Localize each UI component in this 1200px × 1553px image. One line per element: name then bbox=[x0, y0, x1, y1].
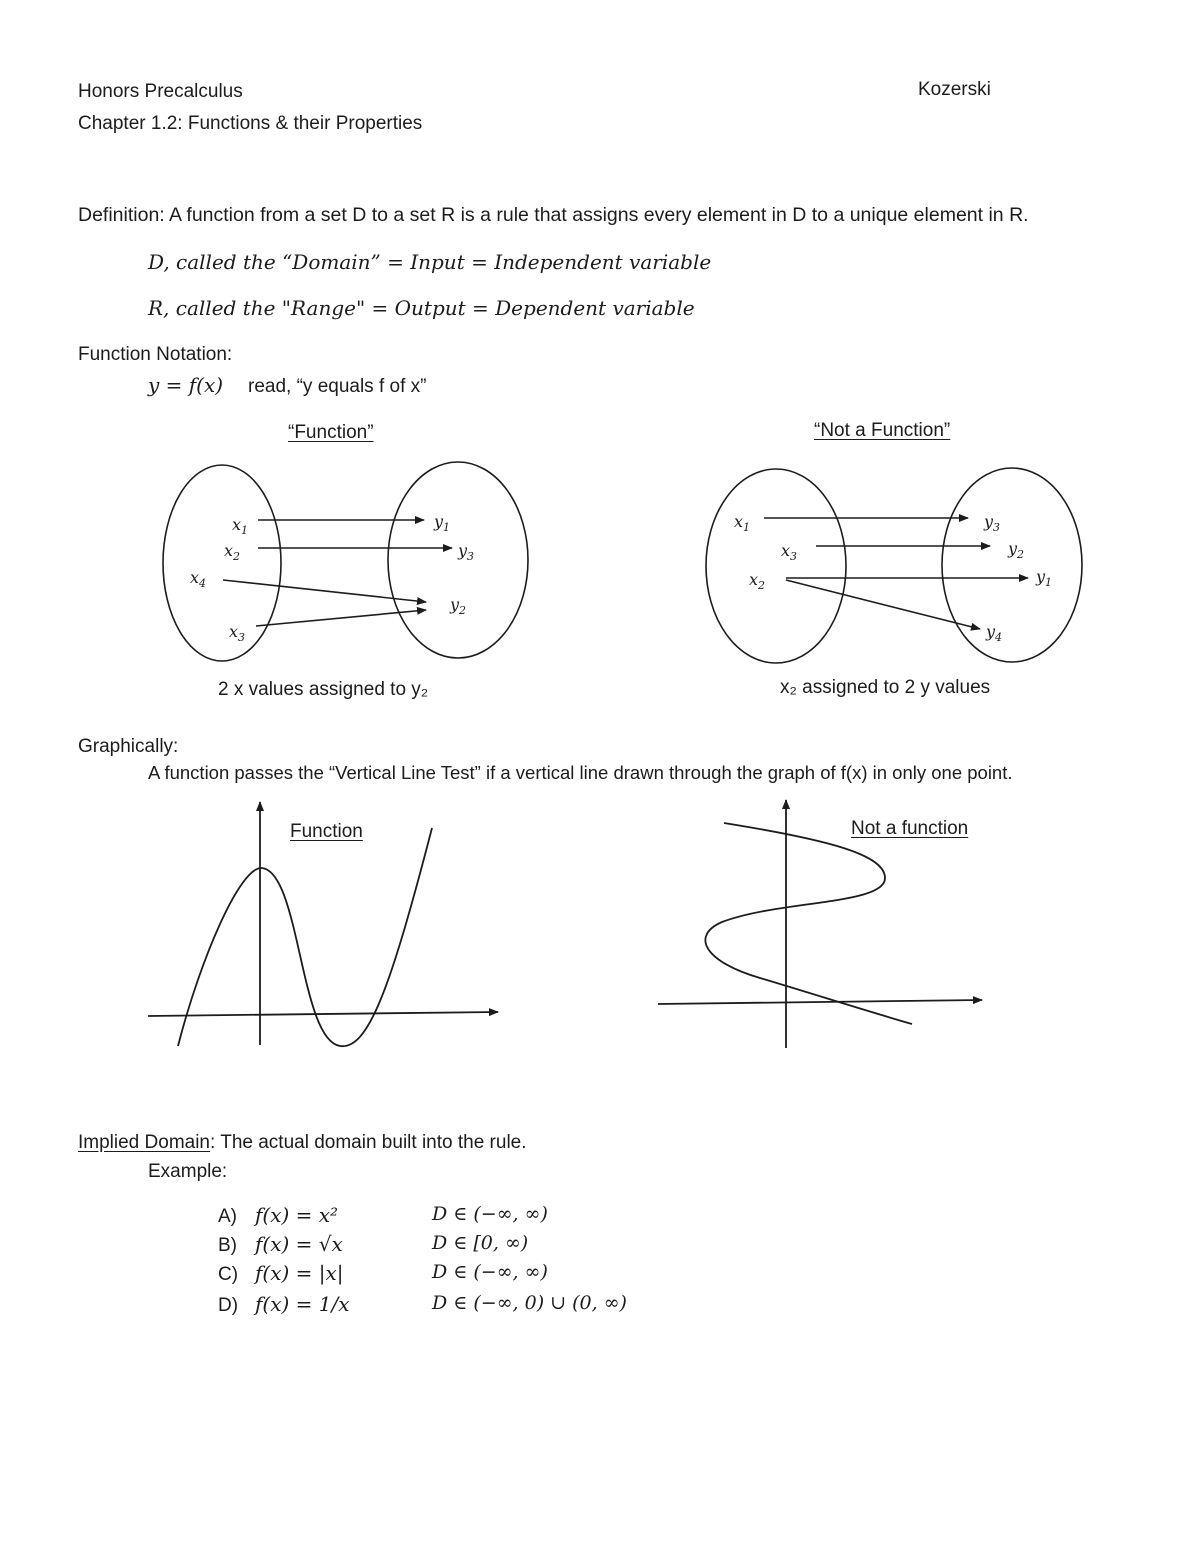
range-definition: R, called the "Range" = Output = Dependent variable bbox=[148, 296, 695, 320]
notation-reading: read, “y equals f of x” bbox=[248, 376, 427, 397]
label-y1: $y_1$ bbox=[1036, 567, 1053, 589]
example-letter: D) bbox=[218, 1295, 239, 1316]
implied-domain-line bbox=[78, 1133, 527, 1152]
example-rule: f(x) = 1/x bbox=[255, 1292, 350, 1316]
label-y4: $y_4$ bbox=[986, 622, 1003, 644]
function-mapping-title: “Function” bbox=[288, 422, 374, 443]
example-domain: D ∈ (−∞, ∞) bbox=[432, 1203, 548, 1225]
example-domain: D ∈ [0, ∞) bbox=[432, 1232, 529, 1254]
notation-heading: Function Notation: bbox=[78, 344, 233, 365]
graphically-heading: Graphically: bbox=[78, 736, 179, 757]
chapter-title: Chapter 1.2: Functions & their Properties bbox=[78, 113, 423, 134]
vertical-line-test-text: A function passes the “Vertical Line Test” if a vertical line drawn through the graph of f(x) in only one point. bbox=[148, 762, 1013, 783]
function-graph-label: Function bbox=[290, 821, 363, 842]
not-function-mapping-title: “Not a Function” bbox=[814, 420, 951, 441]
label-x1: $x_1$ bbox=[734, 512, 751, 534]
example-rule: f(x) = |x| bbox=[255, 1261, 344, 1285]
example-rule: f(x) = √x bbox=[255, 1232, 343, 1256]
course-title: Honors Precalculus bbox=[78, 81, 243, 102]
notation-formula: y = f(x) bbox=[148, 373, 224, 397]
function-mapping-caption: 2 x values assigned to y₂ bbox=[218, 679, 429, 700]
example-letter: A) bbox=[218, 1206, 237, 1227]
not-function-graph-label: Not a function bbox=[851, 818, 969, 839]
label-x2: $x_2$ bbox=[224, 541, 241, 563]
label-y2: $y_2$ bbox=[450, 595, 467, 617]
implied-domain-term: Implied Domain bbox=[78, 1132, 210, 1153]
definition-text: Definition: A function from a set D to a set R is a rule that assigns every element in D to a unique element in R. bbox=[78, 204, 1029, 226]
label-y1: $y_1$ bbox=[434, 512, 451, 534]
example-domain: D ∈ (−∞, 0) ∪ (0, ∞) bbox=[432, 1292, 627, 1314]
label-x3: $x_3$ bbox=[781, 541, 798, 563]
example-letter: B) bbox=[218, 1235, 237, 1256]
label-y3: $y_3$ bbox=[984, 512, 1001, 534]
label-x3: $x_3$ bbox=[229, 622, 246, 644]
example-label: Example: bbox=[148, 1161, 228, 1182]
example-rule: f(x) = x² bbox=[255, 1203, 339, 1227]
label-y2: $y_2$ bbox=[1008, 539, 1025, 561]
domain-definition: D, called the “Domain” = Input = Independent variable bbox=[148, 250, 712, 274]
label-x1: $x_1$ bbox=[232, 515, 249, 537]
relation-curve bbox=[705, 823, 912, 1024]
x-axis bbox=[658, 1000, 982, 1004]
example-domain: D ∈ (−∞, ∞) bbox=[432, 1261, 548, 1283]
example-letter: C) bbox=[218, 1264, 239, 1285]
label-x2: $x_2$ bbox=[749, 570, 766, 592]
not-function-mapping-caption: x₂ assigned to 2 y values bbox=[780, 677, 991, 698]
label-y3: $y_3$ bbox=[458, 541, 475, 563]
implied-domain-definition: : The actual domain built into the rule. bbox=[210, 1132, 527, 1153]
author-name: Kozerski bbox=[918, 79, 991, 100]
label-x4: $x_4$ bbox=[190, 568, 207, 590]
